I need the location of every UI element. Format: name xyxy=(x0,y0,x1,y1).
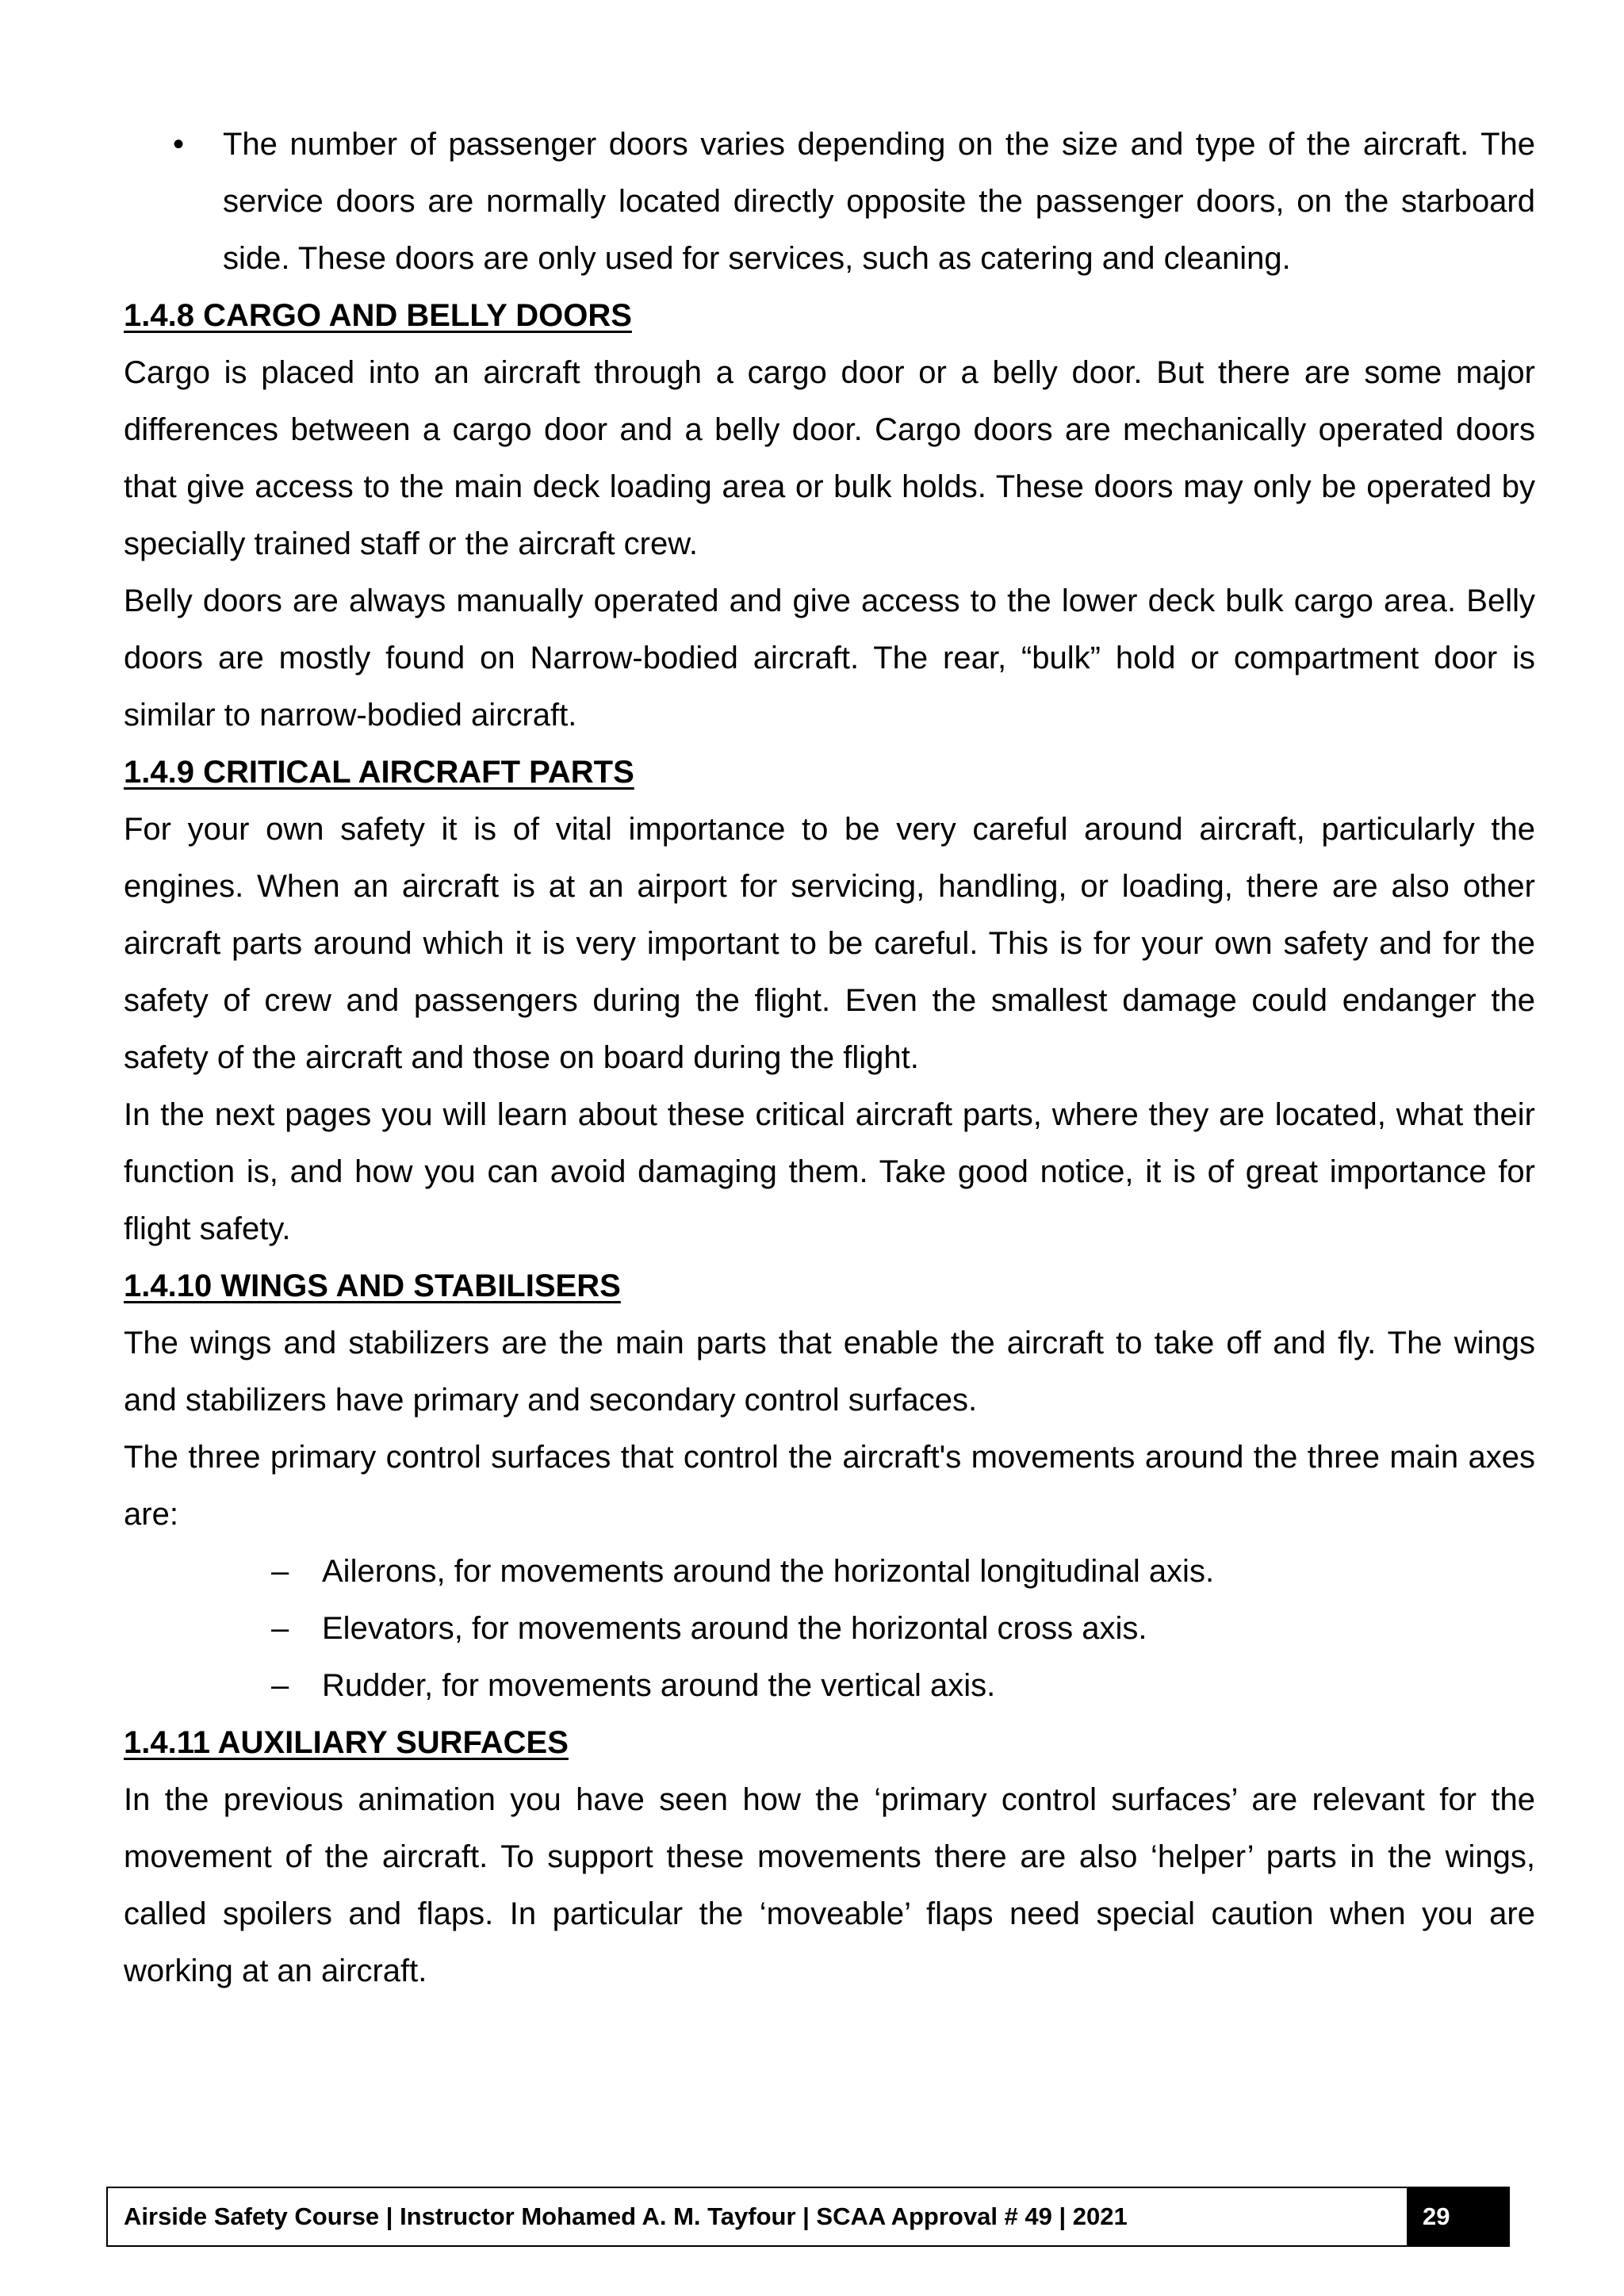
dash-mark: – xyxy=(271,1611,289,1646)
paragraph: Belly doors are always manually operated and give access to the lower deck bulk cargo area. Belly doors are mostly found on Narrow-bodied aircraft. The rear, “bulk” hold or compartment door is similar to narrow-bodied aircraft. xyxy=(124,584,1535,733)
paragraph: The three primary control surfaces that control the aircraft's movements around the three main axes are: xyxy=(124,1440,1535,1532)
paragraph: Cargo is placed into an aircraft through a cargo door or a belly door. But there are some major differences between a cargo door and a belly door. Cargo doors are mechanically operated doors that give access to the main deck loading area or bulk holds. These doors may only be operated by specially trained staff or the aircraft crew. xyxy=(124,355,1535,561)
footer-text: Airside Safety Course | Instructor Mohamed A. M. Tayfour | SCAA Approval # 49 | 2021 xyxy=(124,2202,1128,2230)
list-item-text: Elevators, for movements around the horizontal cross axis. xyxy=(322,1611,1147,1646)
heading-cargo-belly-doors: 1.4.8 CARGO AND BELLY DOORS xyxy=(124,298,632,333)
paragraph: For your own safety it is of vital importance to be very careful around aircraft, particularly the engines. When an aircraft is at an airport for servicing, handling, or loading, there are also other aircraft parts around which it is very important to be careful. This is for your own safety and for the safety of crew and passengers during the flight. Even the smallest damage could endanger the safety of the aircraft and those on board during the flight. xyxy=(124,812,1535,1075)
page-footer xyxy=(106,2187,1510,2247)
bullet-mark: • xyxy=(173,127,185,162)
bullet-item xyxy=(124,116,1535,287)
list-item-text: Rudder, for movements around the vertical axis. xyxy=(322,1668,996,1703)
dash-mark: – xyxy=(271,1554,289,1589)
list-item xyxy=(124,1543,1535,1600)
heading-auxiliary-surfaces: 1.4.11 AUXILIARY SURFACES xyxy=(124,1725,569,1760)
list-item xyxy=(124,1657,1535,1714)
control-surfaces-list xyxy=(124,1543,1535,1714)
list-item xyxy=(124,1600,1535,1657)
bullet-text: The number of passenger doors varies depending on the size and type of the aircraft. The service doors are normally located directly opposite the passenger doors, on the starboard side. These doors are only used for services, such as catering and cleaning. xyxy=(223,127,1535,276)
heading-wings-stabilisers: 1.4.10 WINGS AND STABILISERS xyxy=(124,1269,621,1303)
page-content xyxy=(124,116,1535,1999)
dash-mark: – xyxy=(271,1668,289,1703)
page-number: 29 xyxy=(1407,2188,1508,2245)
list-item-text: Ailerons, for movements around the horizontal longitudinal axis. xyxy=(322,1554,1215,1589)
heading-critical-aircraft-parts: 1.4.9 CRITICAL AIRCRAFT PARTS xyxy=(124,755,634,790)
paragraph: In the next pages you will learn about these critical aircraft parts, where they are located, what their function is, and how you can avoid damaging them. Take good notice, it is of great importance for flight safety. xyxy=(124,1097,1535,1246)
paragraph: The wings and stabilizers are the main parts that enable the aircraft to take off and fly. The wings and stabilizers have primary and secondary control surfaces. xyxy=(124,1326,1535,1418)
paragraph: In the previous animation you have seen how the ‘primary control surfaces’ are relevant for the movement of the aircraft. To support these movements there are also ‘helper’ parts in the wings, called spoilers and flaps. In particular the ‘moveable’ flaps need special caution when you are working at an aircraft. xyxy=(124,1782,1535,1988)
